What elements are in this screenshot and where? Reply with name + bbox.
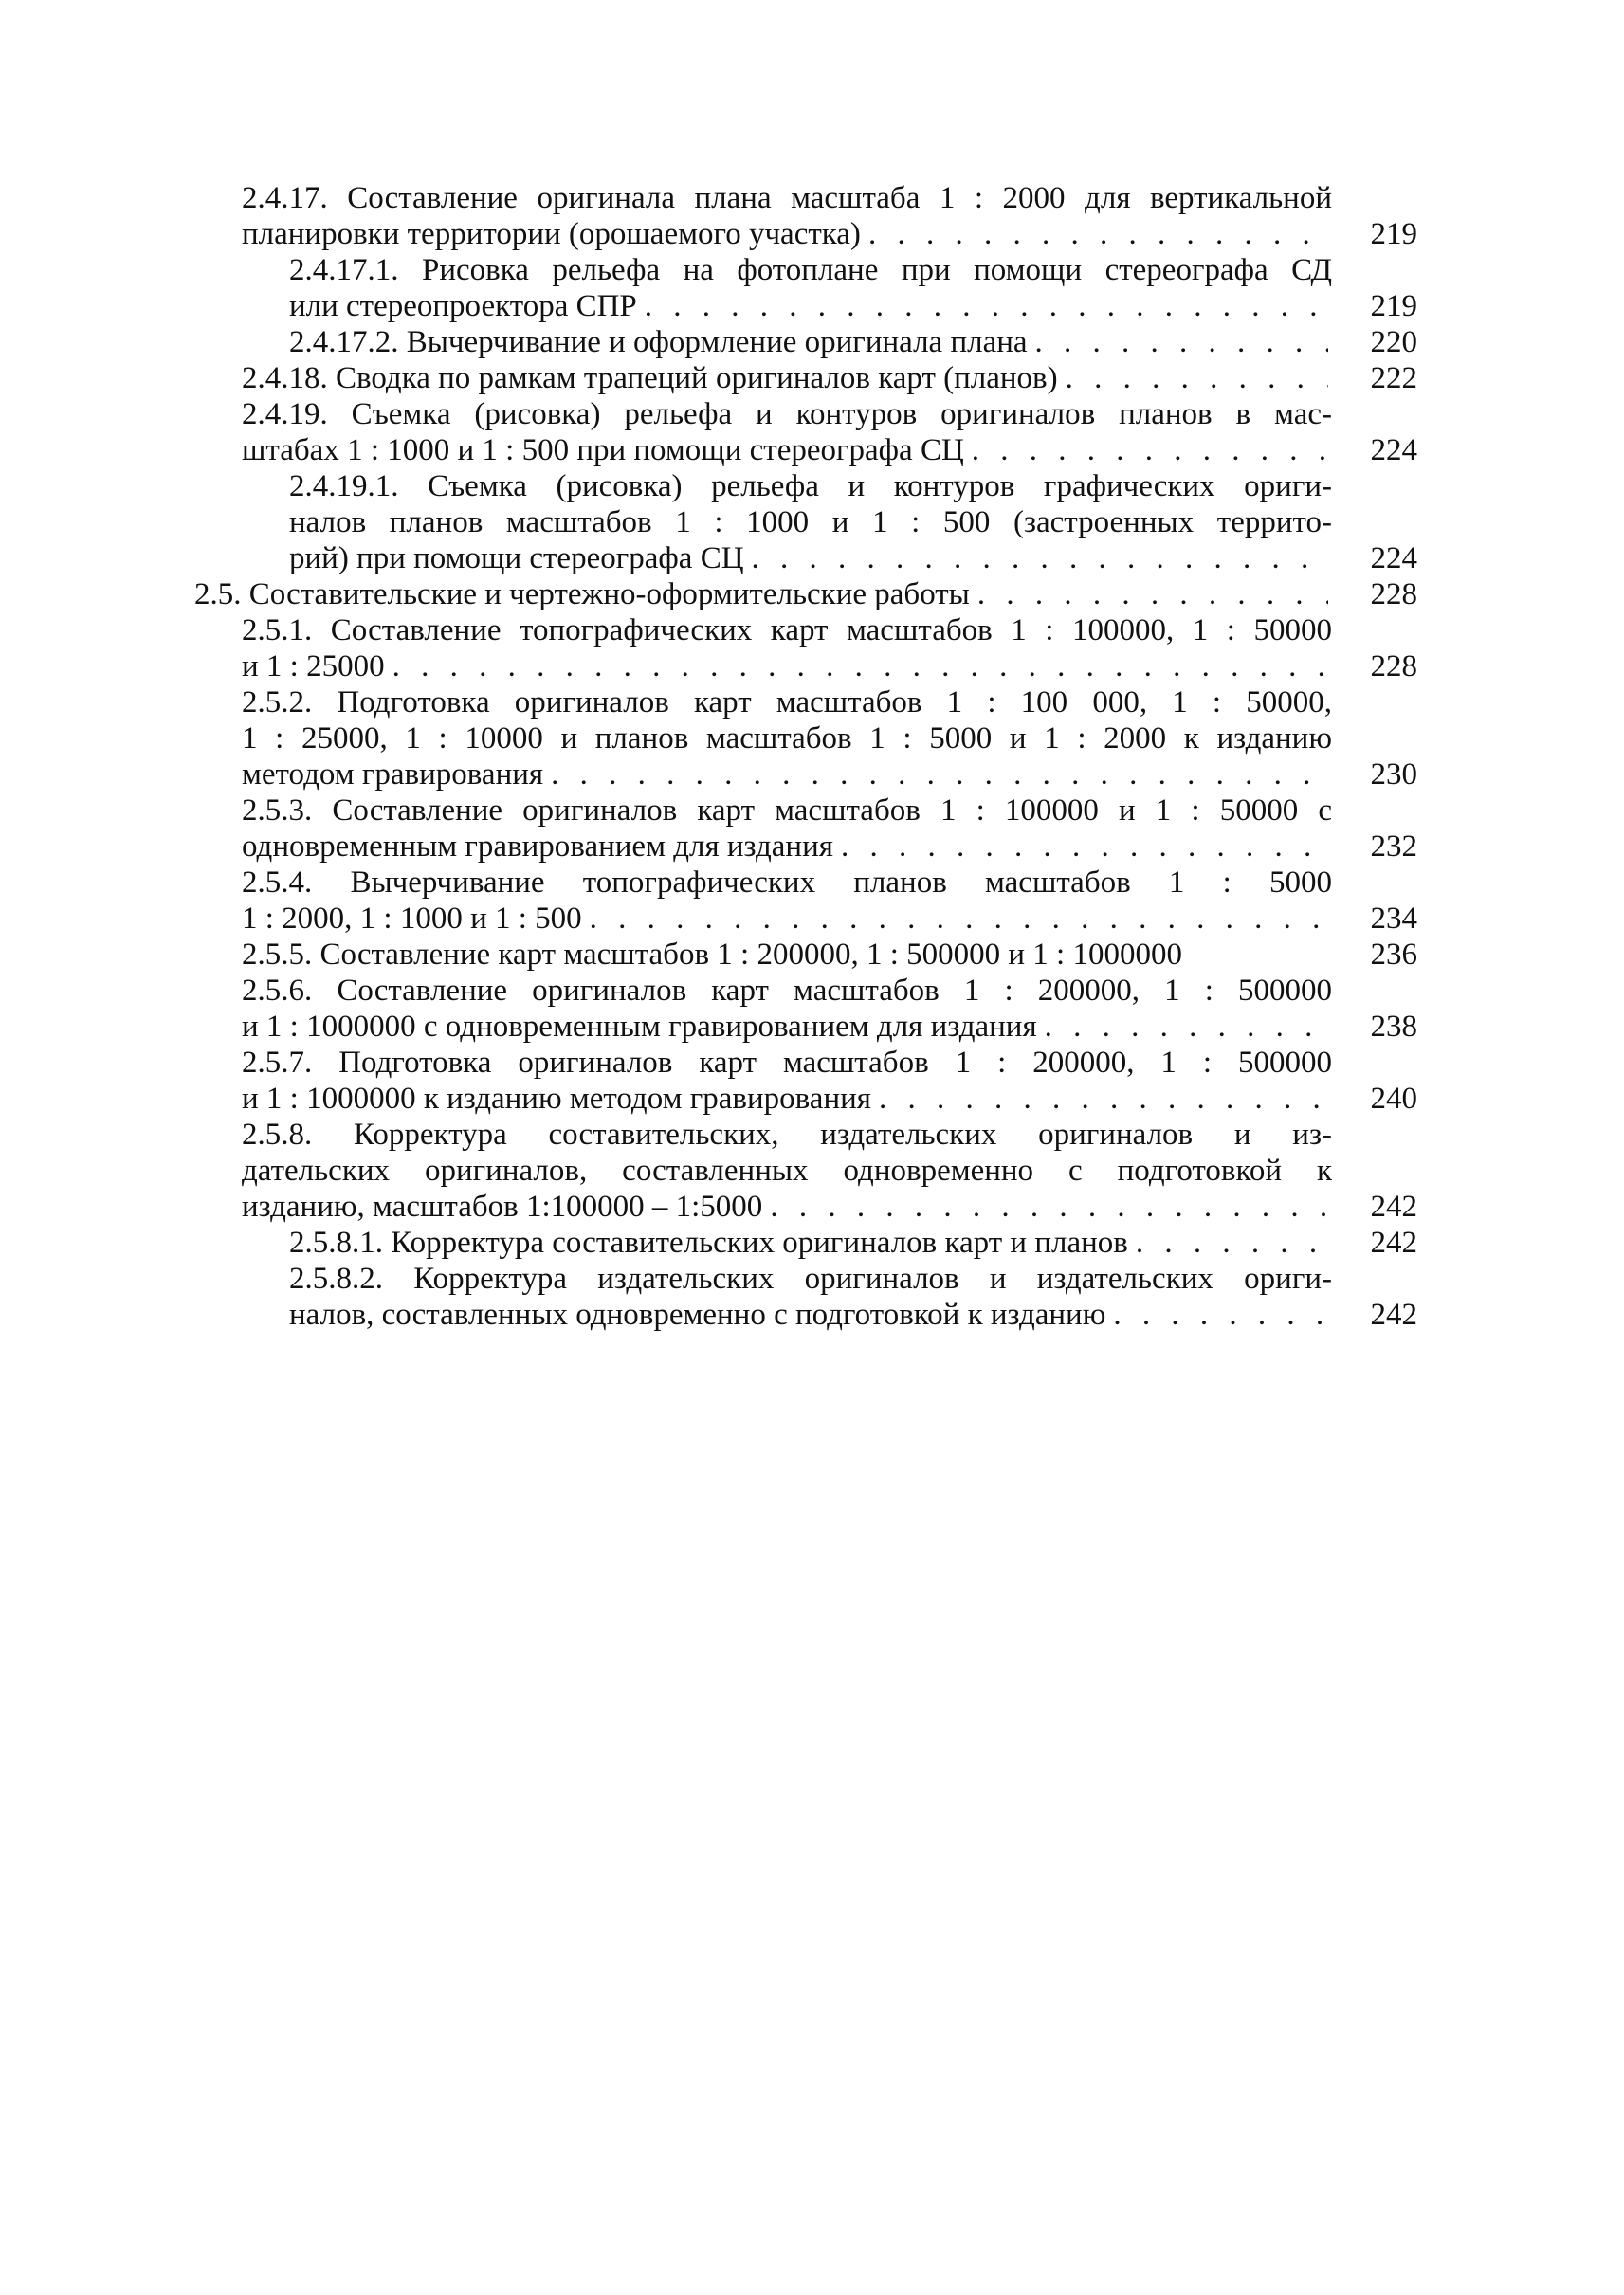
- toc-entry-line: 2.4.19. Съемка (рисовка) рельефа и контуров оригиналов планов в мас-: [242, 397, 1332, 431]
- toc-entry-line: [289, 1297, 1332, 1333]
- toc-leader-dots: [1136, 1225, 1328, 1261]
- toc-entry-line: 2.4.17.1. Рисовка рельефа на фотоплане при помощи стереографа СД: [289, 253, 1332, 287]
- toc-entry-line: 2.5.8.2. Корректура издательских оригиналов и издательских ориги-: [289, 1262, 1332, 1296]
- toc-entry: [194, 576, 1417, 612]
- toc-entry-text: рий) при помощи стереографа СЦ: [289, 541, 744, 575]
- toc-entry-text: изданию, масштабов 1:100000 – 1:5000: [242, 1190, 763, 1224]
- toc-entry-text: и 1 : 1000000 к изданию методом гравирования: [242, 1082, 871, 1116]
- toc-entry: [289, 468, 1417, 576]
- toc-leader-dots: [752, 540, 1328, 576]
- toc-entry: [242, 865, 1417, 937]
- toc-entry-text: 2.5. Составительские и чертежно-оформительские работы: [194, 577, 970, 611]
- toc-page-number: 234: [1370, 902, 1417, 936]
- toc-entry: [289, 1225, 1417, 1261]
- toc-page-number: 224: [1370, 541, 1417, 575]
- toc-entry-line: [242, 829, 1332, 865]
- toc-page-number: 219: [1370, 217, 1417, 251]
- toc-entry-text: методом гравирования: [242, 757, 544, 792]
- toc-entry-text: 2.4.17.2. Вычерчивание и оформление оригинала плана: [289, 325, 1028, 359]
- toc-leader-dots: [1045, 1009, 1328, 1045]
- toc-page-number: 242: [1370, 1190, 1417, 1224]
- toc-leader-dots: [1113, 1297, 1328, 1333]
- toc-entry-line: [289, 324, 1332, 360]
- toc-entry: [242, 937, 1417, 973]
- toc-entry: [289, 1261, 1417, 1333]
- toc-entry: [289, 252, 1417, 324]
- toc-entry-line: [242, 901, 1332, 937]
- toc-entry: [242, 360, 1417, 396]
- toc-entry-line: [289, 1225, 1332, 1261]
- toc-entry-line: [242, 1081, 1332, 1117]
- toc-entry: [242, 180, 1417, 252]
- toc-entry-line: [289, 540, 1332, 576]
- toc-page-number: 238: [1370, 1010, 1417, 1044]
- toc-entry: [242, 973, 1417, 1045]
- toc-entry-line: [242, 360, 1332, 396]
- toc-page-number: 224: [1370, 433, 1417, 467]
- toc-entry-text: 2.4.18. Сводка по рамкам трапеций оригиналов карт (планов): [242, 361, 1058, 395]
- toc-page-number: 232: [1370, 829, 1417, 864]
- toc-entry: [242, 396, 1417, 468]
- toc-leader-dots: [841, 829, 1328, 865]
- toc-page-number: 230: [1370, 757, 1417, 792]
- toc-leader-dots: [392, 648, 1328, 684]
- toc-entry-text: 2.5.8.1. Корректура составительских оригиналов карт и планов: [289, 1226, 1128, 1260]
- toc-entry-text: одновременным гравированием для издания: [242, 829, 833, 864]
- toc-leader-dots: [770, 1189, 1328, 1225]
- toc-entry-text: и 1 : 1000000 с одновременным гравированием для издания: [242, 1010, 1037, 1044]
- toc-page-number: 242: [1370, 1226, 1417, 1260]
- toc-entry-text: или стереопроектора СПР: [289, 289, 637, 323]
- toc-entry: [289, 324, 1417, 360]
- toc-entry-line: налов планов масштабов 1 : 1000 и 1 : 500 (застроенных террито-: [289, 505, 1332, 539]
- toc-entry-line: 2.5.6. Составление оригиналов карт масштабов 1 : 200000, 1 : 500000: [242, 974, 1332, 1008]
- toc-entry: [242, 1117, 1417, 1225]
- toc-entry-line: 2.4.19.1. Съемка (рисовка) рельефа и контуров графических ориги-: [289, 469, 1332, 503]
- toc-leader-dots: [972, 432, 1328, 468]
- toc-entry-line: дательских оригиналов, составленных одновременно с подготовкой к: [242, 1154, 1332, 1188]
- toc-entry-text: планировки территории (орошаемого участка): [242, 217, 861, 251]
- toc-entry-line: [242, 1189, 1332, 1225]
- toc-entry-text: 1 : 2000, 1 : 1000 и 1 : 500: [242, 902, 582, 936]
- toc-entry-line: [242, 216, 1332, 252]
- toc-leader-dots: [551, 756, 1328, 792]
- toc-entry-line: 2.4.17. Составление оригинала плана масштаба 1 : 2000 для вертикальной: [242, 181, 1332, 215]
- toc-entry-line: 1 : 25000, 1 : 10000 и планов масштабов 1 : 5000 и 1 : 2000 к изданию: [242, 721, 1332, 756]
- toc-entry-line: [194, 576, 1332, 612]
- toc-entry: [242, 684, 1417, 792]
- toc-entry-line: [242, 648, 1332, 684]
- toc-page-number: 240: [1370, 1082, 1417, 1116]
- toc-entry-line: 2.5.8. Корректура составительских, издательских оригиналов и из-: [242, 1118, 1332, 1152]
- toc-leader-dots: [868, 216, 1328, 252]
- toc-entry-line: 2.5.3. Составление оригиналов карт масштабов 1 : 100000 и 1 : 50000 с: [242, 793, 1332, 828]
- toc-entry-text: 2.5.5. Составление карт масштабов 1 : 200000, 1 : 500000 и 1 : 1000000: [242, 938, 1182, 972]
- toc-leader-dots: [1035, 324, 1328, 360]
- toc-page-number: 219: [1370, 289, 1417, 323]
- toc-entry-line: 2.5.2. Подготовка оригиналов карт масштабов 1 : 100 000, 1 : 50000,: [242, 685, 1332, 719]
- toc-entry: [242, 612, 1417, 684]
- toc-page-number: 242: [1370, 1298, 1417, 1332]
- toc-leader-dots: [977, 576, 1328, 612]
- toc-page-number: 228: [1370, 577, 1417, 611]
- toc-page-number: 222: [1370, 361, 1417, 395]
- toc-entry: [242, 1045, 1417, 1117]
- toc-entry-line: [242, 937, 1332, 973]
- toc-entry-line: [242, 432, 1332, 468]
- toc-page-number: 220: [1370, 325, 1417, 359]
- toc-entry-line: [242, 756, 1332, 792]
- toc-entry-line: [289, 288, 1332, 324]
- toc-leader-dots: [590, 901, 1328, 937]
- toc-leader-dots: [645, 288, 1328, 324]
- toc-entry-text: и 1 : 25000: [242, 649, 385, 683]
- toc-entry-line: 2.5.4. Вычерчивание топографических планов масштабов 1 : 5000: [242, 865, 1332, 900]
- toc-entry-line: 2.5.7. Подготовка оригиналов карт масштабов 1 : 200000, 1 : 500000: [242, 1046, 1332, 1080]
- toc-page-number: 228: [1370, 649, 1417, 683]
- toc-leader-dots: [879, 1081, 1328, 1117]
- table-of-contents: [194, 180, 1417, 1333]
- toc-entry-text: штабах 1 : 1000 и 1 : 500 при помощи стереографа СЦ: [242, 433, 964, 467]
- toc-entry-text: налов, составленных одновременно с подготовкой к изданию: [289, 1298, 1106, 1332]
- toc-entry-line: [242, 1009, 1332, 1045]
- toc-leader-dots: [1066, 360, 1328, 396]
- toc-page-number: 236: [1370, 938, 1417, 972]
- toc-entry: [242, 792, 1417, 865]
- toc-entry-line: 2.5.1. Составление топографических карт масштабов 1 : 100000, 1 : 50000: [242, 613, 1332, 647]
